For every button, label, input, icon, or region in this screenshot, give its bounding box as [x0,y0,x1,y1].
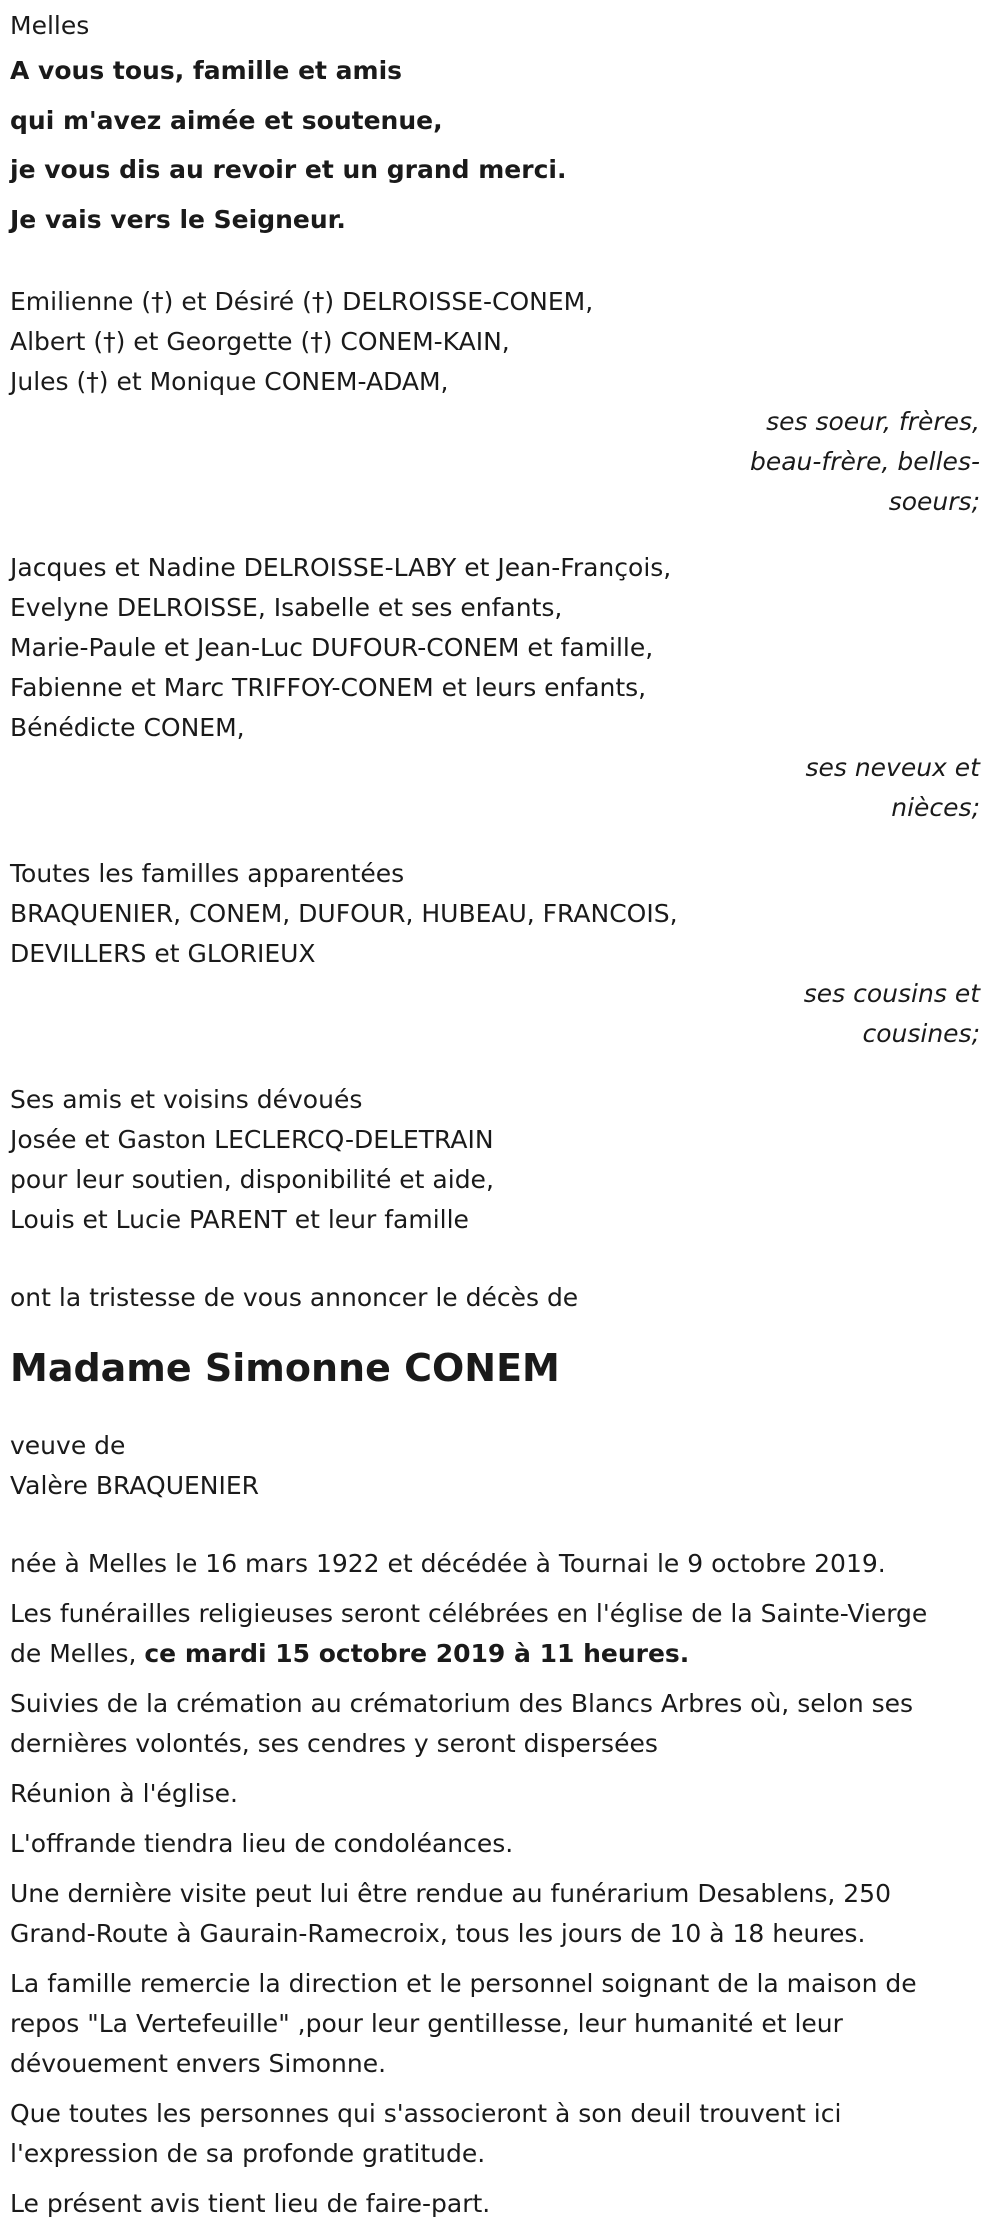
siblings-relation [10,402,990,522]
friend-line-2: Josée et Gaston LECLERCQ-DELETRAIN [10,1125,494,1154]
details-section [10,1544,990,2224]
nephew-line-4: Fabienne et Marc TRIFFOY-CONEM et leurs enfants, [10,673,647,702]
relation-line: ses cousins et [803,979,980,1008]
intro-section [10,6,990,244]
sibling-line-2: Albert (†) et Georgette (†) CONEM-KAIN, [10,327,510,356]
reunion-line: Réunion à l'église. [10,1779,238,1808]
funeral-text [10,1594,990,1674]
visit-line: Grand-Route à Gaurain-Ramecroix, tous les jours de 10 à 18 heures. [10,1919,866,1948]
gratitude-line: l'expression de sa profonde gratitude. [10,2139,486,2168]
cousin-line-1: Toutes les familles apparentées [10,859,405,888]
relation-line: nièces; [891,793,980,822]
nephew-line-5: Bénédicte CONEM, [10,713,245,742]
thanks-line: La famille remercie la direction et le personnel soignant de la maison de [10,1969,917,1998]
relation-line: ses neveux et [805,753,980,782]
poem-line-4: Je vais vers le Seigneur. [10,204,346,234]
relation-line: soeurs; [888,487,980,516]
nephews-section [10,548,990,828]
poem-line-1: A vous tous, famille et amis [10,56,403,85]
nephew-line-1: Jacques et Nadine DELROISSE-LABY et Jean-François, [10,553,672,582]
cremation-text [10,1684,990,1764]
thanks-text [10,1964,990,2084]
spouse-name: Valère BRAQUENIER [10,1471,260,1500]
gratitude-line: Que toutes les personnes qui s'associeront à son deuil trouvent ici [10,2099,842,2128]
relation-line: cousines; [862,1019,980,1048]
thanks-line: repos "La Vertefeuille" ,pour leur gentillesse, leur humanité et leur [10,2009,843,2038]
cremation-line: Suivies de la crémation au crématorium des Blancs Arbres où, selon ses [10,1689,914,1718]
sibling-line-3: Jules (†) et Monique CONEM-ADAM, [10,367,449,396]
funeral-prefix: de Melles, [10,1639,145,1668]
cousin-line-3: DEVILLERS et GLORIEUX [10,939,316,968]
thanks-line: dévouement envers Simonne. [10,2049,387,2078]
deceased-name: Madame Simonne CONEM [10,1346,560,1390]
sibling-line-1: Emilienne (†) et Désiré (†) DELROISSE-CONEM, [10,287,594,316]
widow-label: veuve de [10,1431,126,1460]
funeral-line [10,1634,990,1674]
cousins-section [10,854,990,1054]
gratitude-text [10,2094,990,2174]
poem-line-3: je vous dis au revoir et un grand merci. [10,155,567,184]
relation-line: beau-frère, belles- [749,447,980,476]
visit-line: Une dernière visite peut lui être rendue au funérarium Desablens, 250 [10,1879,891,1908]
relation-line: ses soeur, frères, [766,407,980,436]
cremation-line: dernières volontés, ses cendres y seront dispersées [10,1729,658,1758]
birth-death-line: née à Melles le 16 mars 1922 et décédée à Tournai le 9 octobre 2019. [10,1549,886,1578]
funeral-line: Les funérailles religieuses seront célébrées en l'église de la Sainte-Vierge [10,1599,928,1628]
cousin-line-2: BRAQUENIER, CONEM, DUFOUR, HUBEAU, FRANCOIS, [10,899,678,928]
notice-text [10,2184,990,2224]
friends-section [10,1080,990,1240]
notice-line: Le présent avis tient lieu de faire-part. [10,2189,491,2218]
nephew-line-3: Marie-Paule et Jean-Luc DUFOUR-CONEM et famille, [10,633,654,662]
poem-line-2: qui m'avez aimée et soutenue, [10,105,443,135]
friend-line-1: Ses amis et voisins dévoués [10,1085,363,1114]
cousins-relation [10,974,990,1054]
nephews-relation [10,748,990,828]
spouse-section [10,1426,990,1506]
friend-line-4: Louis et Lucie PARENT et leur famille [10,1205,469,1234]
offering-line: L'offrande tiendra lieu de condoléances. [10,1829,514,1858]
nephew-line-2: Evelyne DELROISSE, Isabelle et ses enfants, [10,593,563,622]
siblings-section [10,282,990,522]
announcement-text: ont la tristesse de vous annoncer le décès de [10,1283,579,1312]
place-label: Melles [10,11,90,40]
funeral-datetime: ce mardi 15 octobre 2019 à 11 heures. [144,1639,690,1668]
reunion-text [10,1774,990,1814]
visit-text [10,1874,990,1954]
offering-text [10,1824,990,1864]
friend-line-3: pour leur soutien, disponibilité et aide, [10,1165,494,1194]
birth-death-text [10,1544,990,1584]
